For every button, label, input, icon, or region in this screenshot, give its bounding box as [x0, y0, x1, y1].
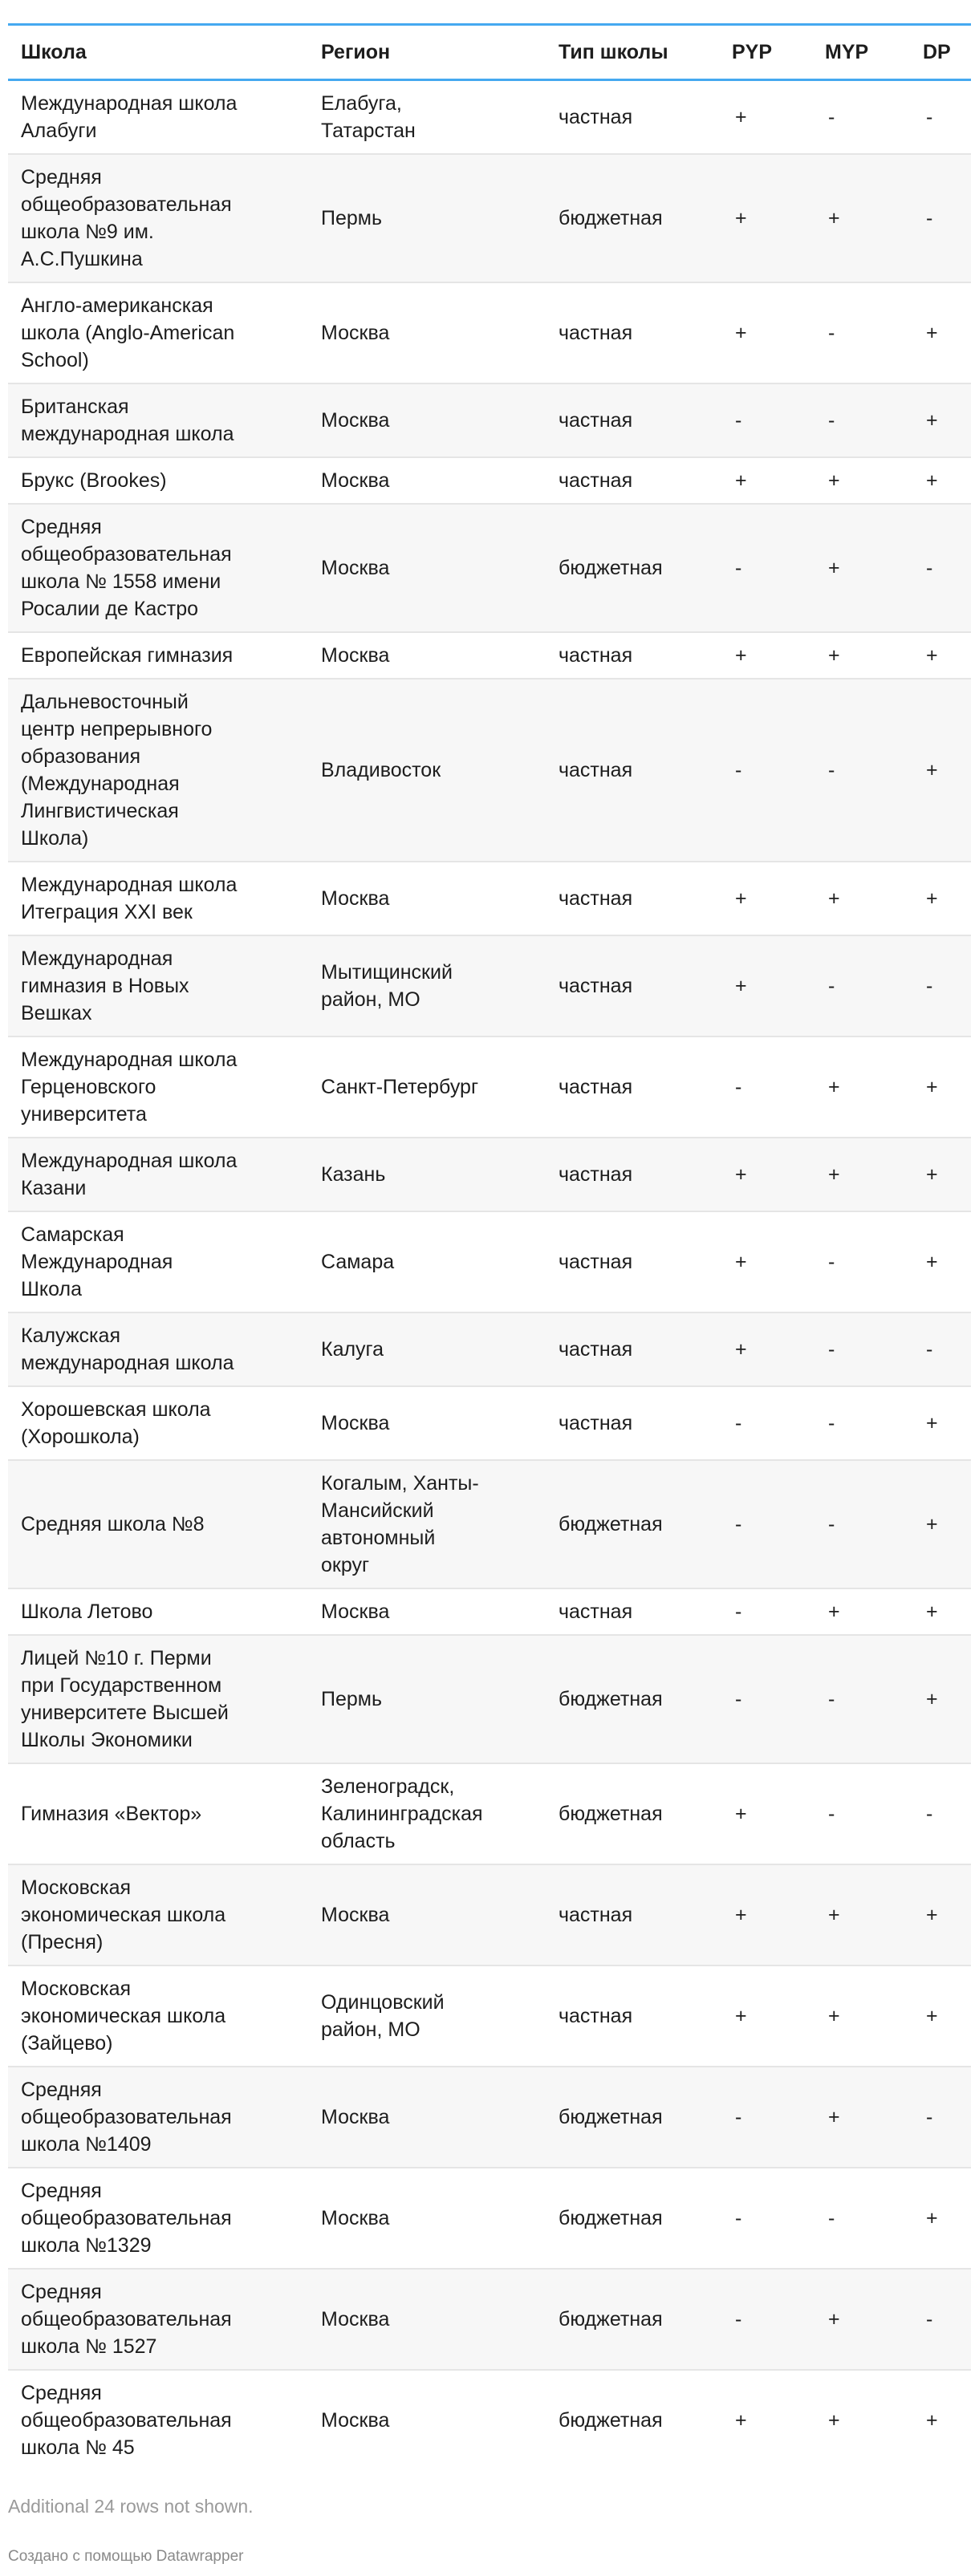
cell-region: Москва	[321, 2106, 390, 2128]
cell-school-name: Средняя общеобразовательная школа №9 им. А.С.Пушкина	[21, 166, 232, 270]
cell-school-name: Британская международная школа	[21, 396, 234, 445]
cell-pyp-mark: -	[735, 1412, 742, 1434]
table-row	[8, 862, 971, 935]
cell-school-type: частная	[559, 2005, 633, 2027]
table-header	[8, 25, 971, 80]
cell-pyp-mark: +	[735, 887, 747, 910]
cell-school-name: Дальневосточный центр непрерывного образования (Международная Лингвистическая Школа)	[21, 691, 213, 850]
cell-school-name: Средняя общеобразовательная школа № 1527	[21, 2281, 232, 2358]
cell-dp-mark: +	[926, 409, 938, 432]
cell-myp-mark: +	[828, 1600, 840, 1623]
cell-school-type: частная	[559, 1251, 633, 1273]
cell-dp-mark: +	[926, 1600, 938, 1623]
cell-region: Москва	[321, 2409, 390, 2432]
cell-region: Москва	[321, 1600, 390, 1623]
table-row	[8, 1864, 971, 1965]
table-row	[8, 1211, 971, 1312]
cell-region: Одинцовский район, МО	[321, 1991, 445, 2041]
cell-pyp-mark: +	[735, 1163, 747, 1186]
cell-school-type: бюджетная	[559, 2409, 663, 2432]
cell-myp-mark: +	[828, 2106, 840, 2128]
cell-dp-mark: +	[926, 322, 938, 344]
cell-myp-mark: -	[828, 106, 835, 128]
table-row	[8, 383, 971, 457]
cell-region: Москва	[321, 557, 390, 579]
cell-region: Москва	[321, 322, 390, 344]
table-row	[8, 2168, 971, 2269]
table-body	[8, 80, 971, 2471]
header-myp[interactable]: MYP	[825, 40, 869, 63]
table-row	[8, 1386, 971, 1460]
cell-region: Мытищинский район, МО	[321, 961, 453, 1011]
cell-school-name: Московская экономическая школа (Пресня)	[21, 1876, 226, 1953]
cell-region: Москва	[321, 887, 390, 910]
cell-dp-mark: -	[926, 557, 933, 579]
table-row	[8, 80, 971, 155]
cell-myp-mark: +	[828, 1904, 840, 1926]
rows-not-shown-note: Additional 24 rows not shown.	[8, 2496, 254, 2517]
cell-myp-mark: -	[828, 2207, 835, 2229]
cell-dp-mark: +	[926, 887, 938, 910]
cell-dp-mark: -	[926, 2106, 933, 2128]
cell-pyp-mark: +	[735, 106, 747, 128]
table-row	[8, 1635, 971, 1763]
cell-school-type: бюджетная	[559, 557, 663, 579]
cell-region: Зеленоградск, Калининградская область	[321, 1775, 483, 1852]
cell-school-name: Калужская международная школа	[21, 1325, 234, 1374]
table-row	[8, 457, 971, 504]
cell-school-name: Лицей №10 г. Перми при Государственном университете Высшей Школы Экономики	[21, 1647, 229, 1751]
cell-dp-mark: -	[926, 1803, 933, 1825]
table-row	[8, 1965, 971, 2067]
cell-pyp-mark: -	[735, 2106, 742, 2128]
header-school[interactable]: Школа	[21, 40, 87, 63]
cell-school-name: Гимназия «Вектор»	[21, 1803, 202, 1825]
cell-school-type: бюджетная	[559, 1513, 663, 1535]
cell-school-name: Школа Летово	[21, 1600, 153, 1623]
cell-school-name: Международная школа Казани	[21, 1150, 238, 1199]
cell-pyp-mark: +	[735, 1904, 747, 1926]
cell-myp-mark: +	[828, 887, 840, 910]
table-row	[8, 2269, 971, 2370]
cell-dp-mark: +	[926, 2005, 938, 2027]
cell-myp-mark: -	[828, 1513, 835, 1535]
cell-dp-mark: -	[926, 106, 933, 128]
cell-myp-mark: +	[828, 2409, 840, 2432]
cell-school-name: Международная школа Итеграция XXI век	[21, 874, 238, 923]
cell-region: Самара	[321, 1251, 395, 1273]
cell-region: Пермь	[321, 1688, 382, 1710]
cell-school-name: Международная школа Алабуги	[21, 92, 238, 142]
cell-myp-mark: +	[828, 469, 840, 492]
cell-pyp-mark: +	[735, 1803, 747, 1825]
cell-school-name: Англо-американская школа (Anglo-American School)	[21, 294, 235, 371]
cell-school-type: частная	[559, 644, 633, 667]
cell-pyp-mark: +	[735, 207, 747, 229]
cell-school-type: бюджетная	[559, 207, 663, 229]
table-row	[8, 282, 971, 383]
cell-school-name: Брукс (Brookes)	[21, 469, 167, 492]
table-row	[8, 504, 971, 632]
cell-school-type: частная	[559, 1338, 633, 1361]
header-region[interactable]: Регион	[321, 40, 391, 63]
header-dp[interactable]: DP	[923, 40, 951, 63]
cell-school-name: Средняя общеобразовательная школа №1409	[21, 2079, 232, 2156]
header-row	[8, 25, 971, 80]
cell-school-type: частная	[559, 469, 633, 492]
cell-pyp-mark: +	[735, 2409, 747, 2432]
cell-region: Когалым, Ханты- Мансийский автономный округ	[321, 1472, 479, 1576]
cell-school-name: Самарская Международная Школа	[21, 1223, 173, 1300]
schools-table	[8, 23, 971, 2470]
cell-school-type: частная	[559, 887, 633, 910]
table-row	[8, 1138, 971, 1211]
cell-school-type: частная	[559, 759, 633, 781]
header-pyp[interactable]: PYP	[732, 40, 773, 63]
table-row	[8, 154, 971, 282]
cell-school-type: частная	[559, 106, 633, 128]
cell-school-type: частная	[559, 322, 633, 344]
cell-dp-mark: -	[926, 1338, 933, 1361]
cell-dp-mark: +	[926, 1076, 938, 1098]
table-row	[8, 1460, 971, 1588]
header-school-type[interactable]: Тип школы	[559, 40, 668, 63]
cell-school-type: частная	[559, 1904, 633, 1926]
cell-region: Москва	[321, 2207, 390, 2229]
cell-pyp-mark: -	[735, 759, 742, 781]
table-row	[8, 632, 971, 679]
cell-dp-mark: +	[926, 2409, 938, 2432]
table-row	[8, 1763, 971, 1864]
cell-region: Москва	[321, 1412, 390, 1434]
table-row	[8, 1036, 971, 1138]
cell-pyp-mark: -	[735, 2207, 742, 2229]
table-row	[8, 935, 971, 1036]
cell-myp-mark: -	[828, 1338, 835, 1361]
cell-region: Москва	[321, 409, 390, 432]
cell-region: Санкт-Петербург	[321, 1076, 479, 1098]
cell-school-type: частная	[559, 1600, 633, 1623]
cell-school-name: Средняя общеобразовательная школа № 1558 имени Росалии де Кастро	[21, 516, 232, 620]
cell-dp-mark: +	[926, 469, 938, 492]
cell-myp-mark: -	[828, 975, 835, 997]
cell-school-type: бюджетная	[559, 2106, 663, 2128]
cell-dp-mark: +	[926, 1163, 938, 1186]
cell-school-name: Московская экономическая школа (Зайцево)	[21, 1978, 226, 2055]
cell-region: Москва	[321, 469, 390, 492]
cell-dp-mark: +	[926, 644, 938, 667]
cell-pyp-mark: +	[735, 322, 747, 344]
cell-pyp-mark: +	[735, 975, 747, 997]
cell-region: Владивосток	[321, 759, 441, 781]
cell-school-name: Международная гимназия в Новых Вешках	[21, 947, 189, 1024]
cell-pyp-mark: +	[735, 469, 747, 492]
table-row	[8, 2067, 971, 2168]
cell-dp-mark: -	[926, 2308, 933, 2331]
cell-dp-mark: +	[926, 1513, 938, 1535]
cell-dp-mark: +	[926, 2207, 938, 2229]
cell-dp-mark: +	[926, 1904, 938, 1926]
cell-pyp-mark: +	[735, 2005, 747, 2027]
cell-school-name: Средняя общеобразовательная школа № 45	[21, 2382, 232, 2459]
cell-myp-mark: -	[828, 1688, 835, 1710]
cell-school-type: частная	[559, 1076, 633, 1098]
cell-school-type: бюджетная	[559, 2308, 663, 2331]
cell-region: Елабуга, Татарстан	[321, 92, 416, 142]
cell-school-type: бюджетная	[559, 1803, 663, 1825]
cell-region: Пермь	[321, 207, 382, 229]
cell-myp-mark: +	[828, 557, 840, 579]
cell-myp-mark: -	[828, 409, 835, 432]
cell-pyp-mark: -	[735, 2308, 742, 2331]
cell-school-type: бюджетная	[559, 1688, 663, 1710]
cell-region: Москва	[321, 1904, 390, 1926]
cell-region: Калуга	[321, 1338, 384, 1361]
cell-myp-mark: +	[828, 2005, 840, 2027]
cell-myp-mark: -	[828, 1251, 835, 1273]
cell-dp-mark: +	[926, 759, 938, 781]
cell-school-name: Хорошевская школа (Хорошкола)	[21, 1398, 211, 1448]
cell-pyp-mark: +	[735, 1338, 747, 1361]
cell-myp-mark: +	[828, 644, 840, 667]
cell-myp-mark: -	[828, 759, 835, 781]
cell-region: Казань	[321, 1163, 386, 1186]
cell-region: Москва	[321, 2308, 390, 2331]
cell-school-name: Средняя общеобразовательная школа №1329	[21, 2180, 232, 2257]
cell-region: Москва	[321, 644, 390, 667]
cell-pyp-mark: -	[735, 409, 742, 432]
cell-myp-mark: +	[828, 2308, 840, 2331]
datawrapper-credit[interactable]: Создано с помощью Datawrapper	[8, 2548, 244, 2565]
cell-pyp-mark: -	[735, 1600, 742, 1623]
cell-dp-mark: +	[926, 1688, 938, 1710]
cell-myp-mark: -	[828, 1803, 835, 1825]
cell-school-type: частная	[559, 1412, 633, 1434]
table-row	[8, 1312, 971, 1386]
cell-school-type: частная	[559, 975, 633, 997]
cell-school-type: частная	[559, 1163, 633, 1186]
cell-dp-mark: +	[926, 1251, 938, 1273]
cell-myp-mark: -	[828, 1412, 835, 1434]
cell-pyp-mark: -	[735, 557, 742, 579]
cell-school-type: бюджетная	[559, 2207, 663, 2229]
cell-school-name: Средняя школа №8	[21, 1513, 205, 1535]
cell-pyp-mark: -	[735, 1076, 742, 1098]
cell-school-type: частная	[559, 409, 633, 432]
cell-pyp-mark: +	[735, 1251, 747, 1273]
cell-myp-mark: +	[828, 1163, 840, 1186]
cell-school-name: Международная школа Герценовского университета	[21, 1049, 238, 1126]
cell-pyp-mark: +	[735, 644, 747, 667]
table-row	[8, 1588, 971, 1635]
table-row	[8, 679, 971, 862]
cell-myp-mark: +	[828, 207, 840, 229]
table-row	[8, 2370, 971, 2470]
cell-school-name: Европейская гимназия	[21, 644, 234, 667]
cell-myp-mark: -	[828, 322, 835, 344]
cell-myp-mark: +	[828, 1076, 840, 1098]
cell-pyp-mark: -	[735, 1513, 742, 1535]
cell-dp-mark: +	[926, 1412, 938, 1434]
cell-dp-mark: -	[926, 975, 933, 997]
cell-dp-mark: -	[926, 207, 933, 229]
cell-pyp-mark: -	[735, 1688, 742, 1710]
